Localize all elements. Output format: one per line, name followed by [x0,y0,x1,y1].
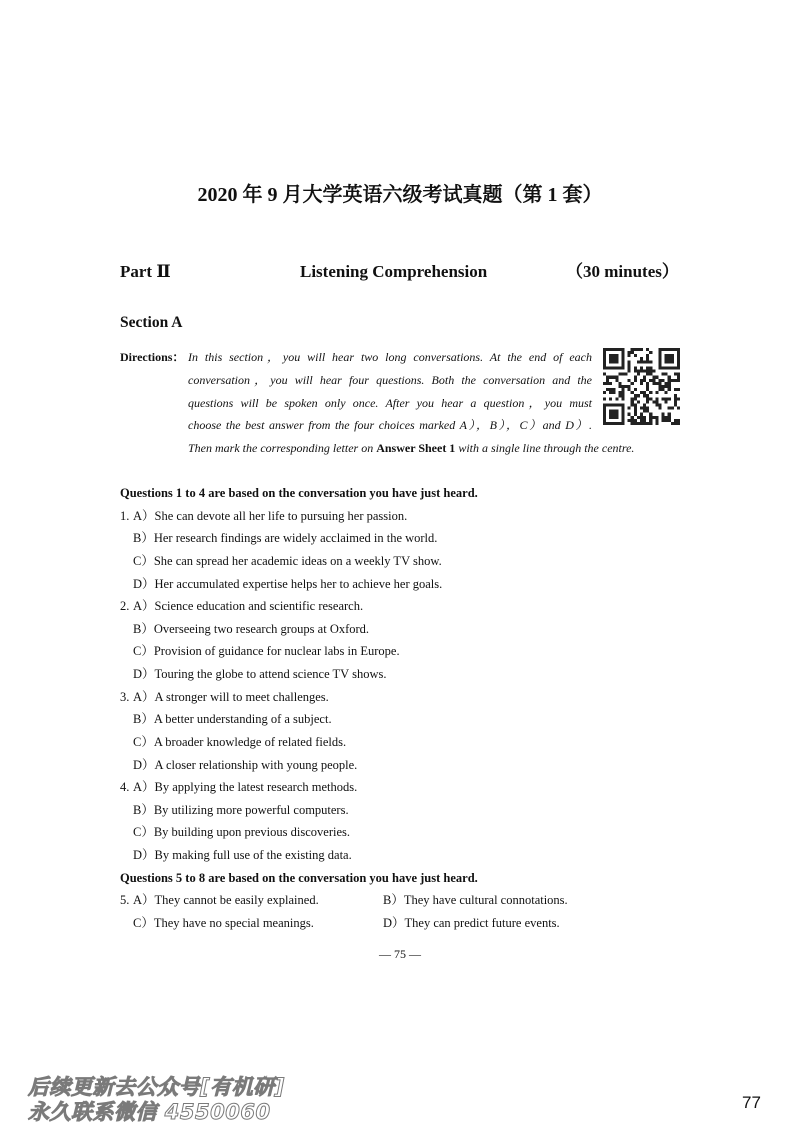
group-header: Questions 5 to 8 are based on the conversation you have just heard. [120,870,478,885]
part-name: Listening Comprehension [300,262,488,281]
directions-label: Directions： [120,350,185,364]
section-title: Section A [120,314,183,331]
question-4-option-c: C）By building upon previous discoveries. [133,825,350,840]
question-3-option-b: B）A better understanding of a subject. [133,712,332,727]
page-number: — 75 — [379,947,421,961]
question-2-option-c: C）Provision of guidance for nuclear labs in Europe. [133,644,400,659]
qr-code-icon [603,348,680,425]
question-1-option-a: 1. A）She can devote all her life to pursuing her passion. [120,505,720,528]
answer-sheet-ref: Answer Sheet 1 [376,441,456,455]
page-title: 2020 年 9 月大学英语六级考试真题（第 1 套） [197,184,603,206]
question-4-option-b: B）By utilizing more powerful computers. [133,802,349,817]
question-list [120,482,720,935]
directions-line: Then mark the corresponding letter on Answer Sheet 1 with a single line through the centre. [188,441,635,455]
question-2-option-a: 2. A）Science education and scientific research. [120,595,720,618]
question-5-option-d: D）They can predict future events. [383,915,560,930]
directions-line: questions will be spoken only once. After you hear a question，you must [188,395,592,410]
directions-line: conversation，you will hear four questions. Both the conversation and the [188,372,592,387]
question-number: 3. [120,689,130,704]
question-number: 2. [120,599,130,614]
question-5-row-1 [120,889,720,912]
group-header: Questions 1 to 4 are based on the conversation you have just heard. [120,486,478,500]
question-5-option-b: B）They have cultural connotations. [383,893,568,908]
part-label: Part Ⅱ [120,262,171,281]
directions-line: In this section，you will hear two long conversations. At the end of each [188,350,592,364]
question-3-option-d: D）A closer relationship with young people. [133,757,358,772]
question-3-option-c: C）A broader knowledge of related fields. [133,734,347,749]
question-number: 1. [120,508,130,523]
question-3-option-a: 3. A）A stronger will to meet challenges. [120,686,720,709]
question-2-option-d: D）Touring the globe to attend science TV shows. [133,667,387,681]
question-number: 4. [120,780,130,795]
sheet-number: 77 [742,1093,761,1112]
watermark-line-1: 后续更新去公众号[有机研] [28,1075,285,1099]
question-4-option-a: 4. A）By applying the latest research methods. [120,776,720,799]
directions-text [188,346,635,460]
part-time: （30 minutes） [566,262,679,281]
question-5-option-a: A）They cannot be easily explained. [133,893,319,908]
question-1-option-d: D）Her accumulated expertise helps her to achieve her goals. [133,576,443,591]
question-2-option-b: B）Overseeing two research groups at Oxford. [133,621,370,636]
watermark-line-2: 永久联系微信 4550060 [28,1100,271,1124]
question-5-row-2 [120,912,720,935]
question-1-option-b: B）Her research findings are widely acclaimed in the world. [133,531,438,546]
question-4-option-d: D）By making full use of the existing data. [133,848,352,862]
question-5-option-c: C）They have no special meanings. [133,915,314,930]
directions-line: choose the best answer from the four choices marked A），B），C）and D）. [188,418,592,433]
question-1-option-c: C）She can spread her academic ideas on a weekly TV show. [133,553,442,568]
question-number: 5. [120,893,130,908]
